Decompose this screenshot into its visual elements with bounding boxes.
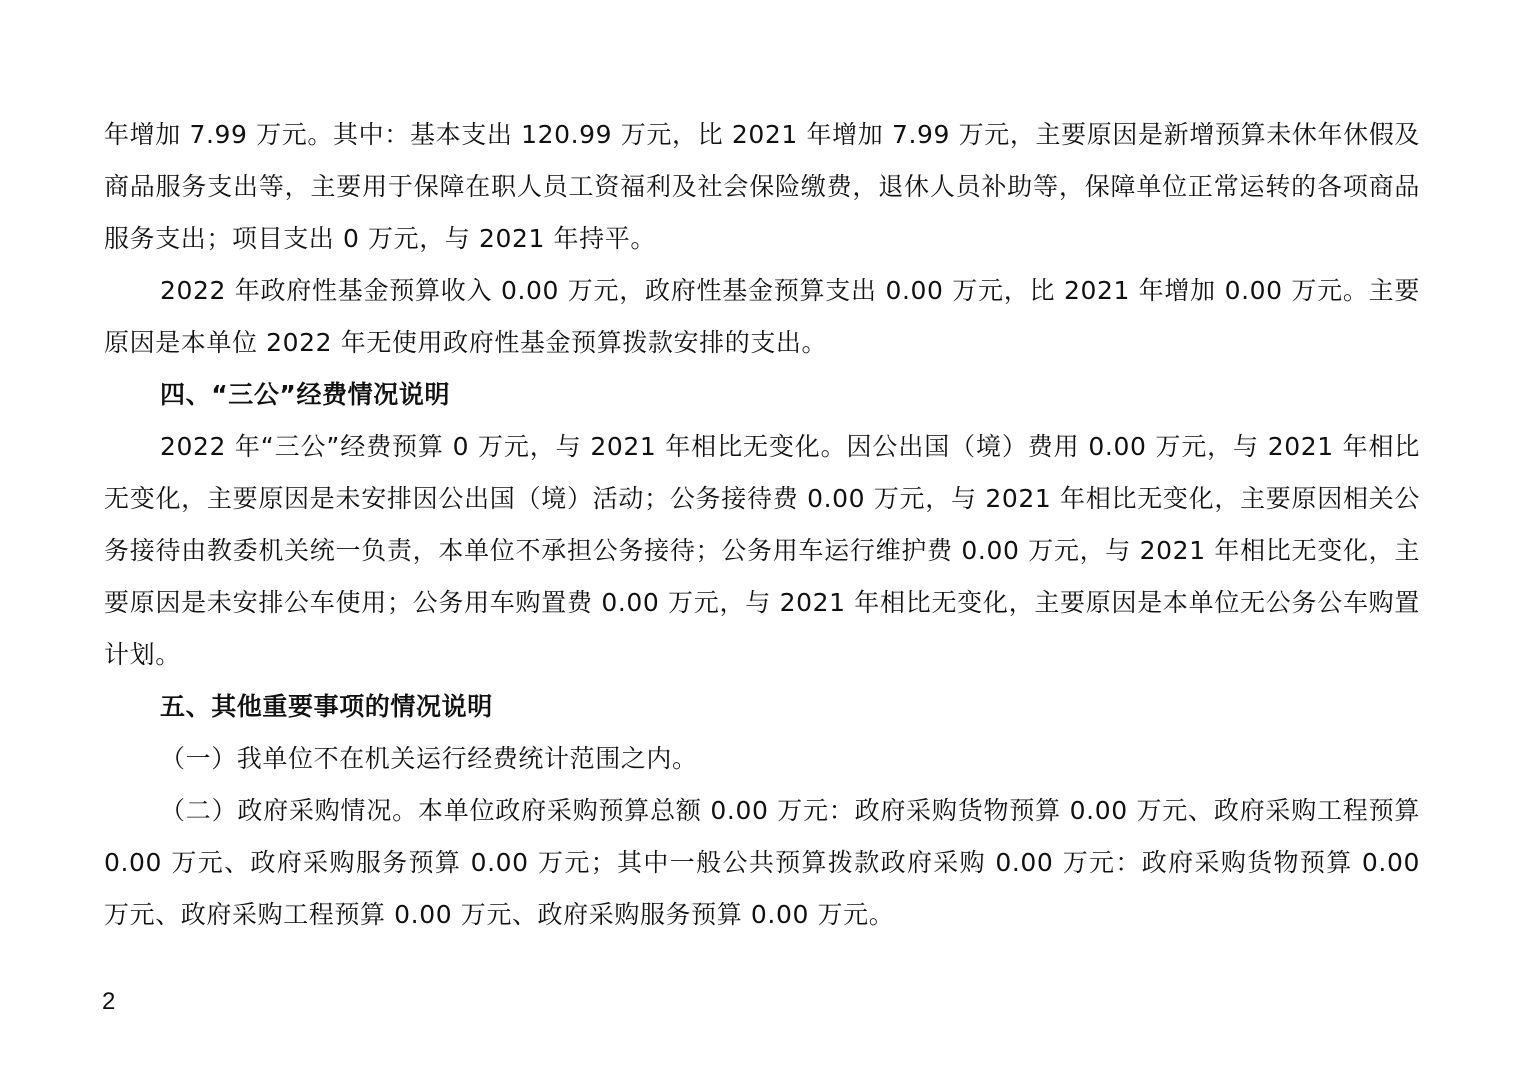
document-page: [104, 109, 1420, 941]
paragraph-three-public-expenses: 2022 年“三公”经费预算 0 万元，与 2021 年相比无变化。因公出国（境）费用 0.00 万元，与 2021 年相比无变化，主要原因是未安排因公出国（境）活动；公务接待费 0.00 万元，与 2021 年相比无变化，主要原因相关公务接待由教委机关统一负责，本单位不承担公务接待；公务用车运行维护费 0.00 万元，与 2021 年相比无变化，主要原因是未安排公车使用；公务用车购置费 0.00 万元，与 2021 年相比无变化，主要原因是本单位无公务公车购置计划。: [104, 432, 1420, 669]
section-heading-other-important-matters: 五、其他重要事项的情况说明: [160, 692, 493, 721]
paragraph-operating-expense-scope: （一）我单位不在机关运行经费统计范围之内。: [160, 744, 698, 773]
paragraph-basic-expenditure: 年增加 7.99 万元。其中：基本支出 120.99 万元，比 2021 年增加 7.99 万元，主要原因是新增预算未休年休假及商品服务支出等，主要用于保障在职人员工资福利及社会保险缴费，退休人员补助等，保障单位正常运转的各项商品服务支出；项目支出 0 万元，与 2021 年持平。: [104, 120, 1420, 253]
paragraph-government-procurement: （二）政府采购情况。本单位政府采购预算总额 0.00 万元：政府采购货物预算 0.00 万元、政府采购工程预算 0.00 万元、政府采购服务预算 0.00 万元；其中一般公共预算拨款政府采购 0.00 万元：政府采购货物预算 0.00 万元、政府采购工程预算 0.00 万元、政府采购服务预算 0.00 万元。: [104, 796, 1420, 929]
section-heading-three-public-expenses: 四、“三公”经费情况说明: [160, 380, 451, 409]
page-number: 2: [102, 988, 116, 1015]
paragraph-government-fund-budget: 2022 年政府性基金预算收入 0.00 万元，政府性基金预算支出 0.00 万元，比 2021 年增加 0.00 万元。主要原因是本单位 2022 年无使用政府性基金预算拨款安排的支出。: [104, 276, 1420, 357]
